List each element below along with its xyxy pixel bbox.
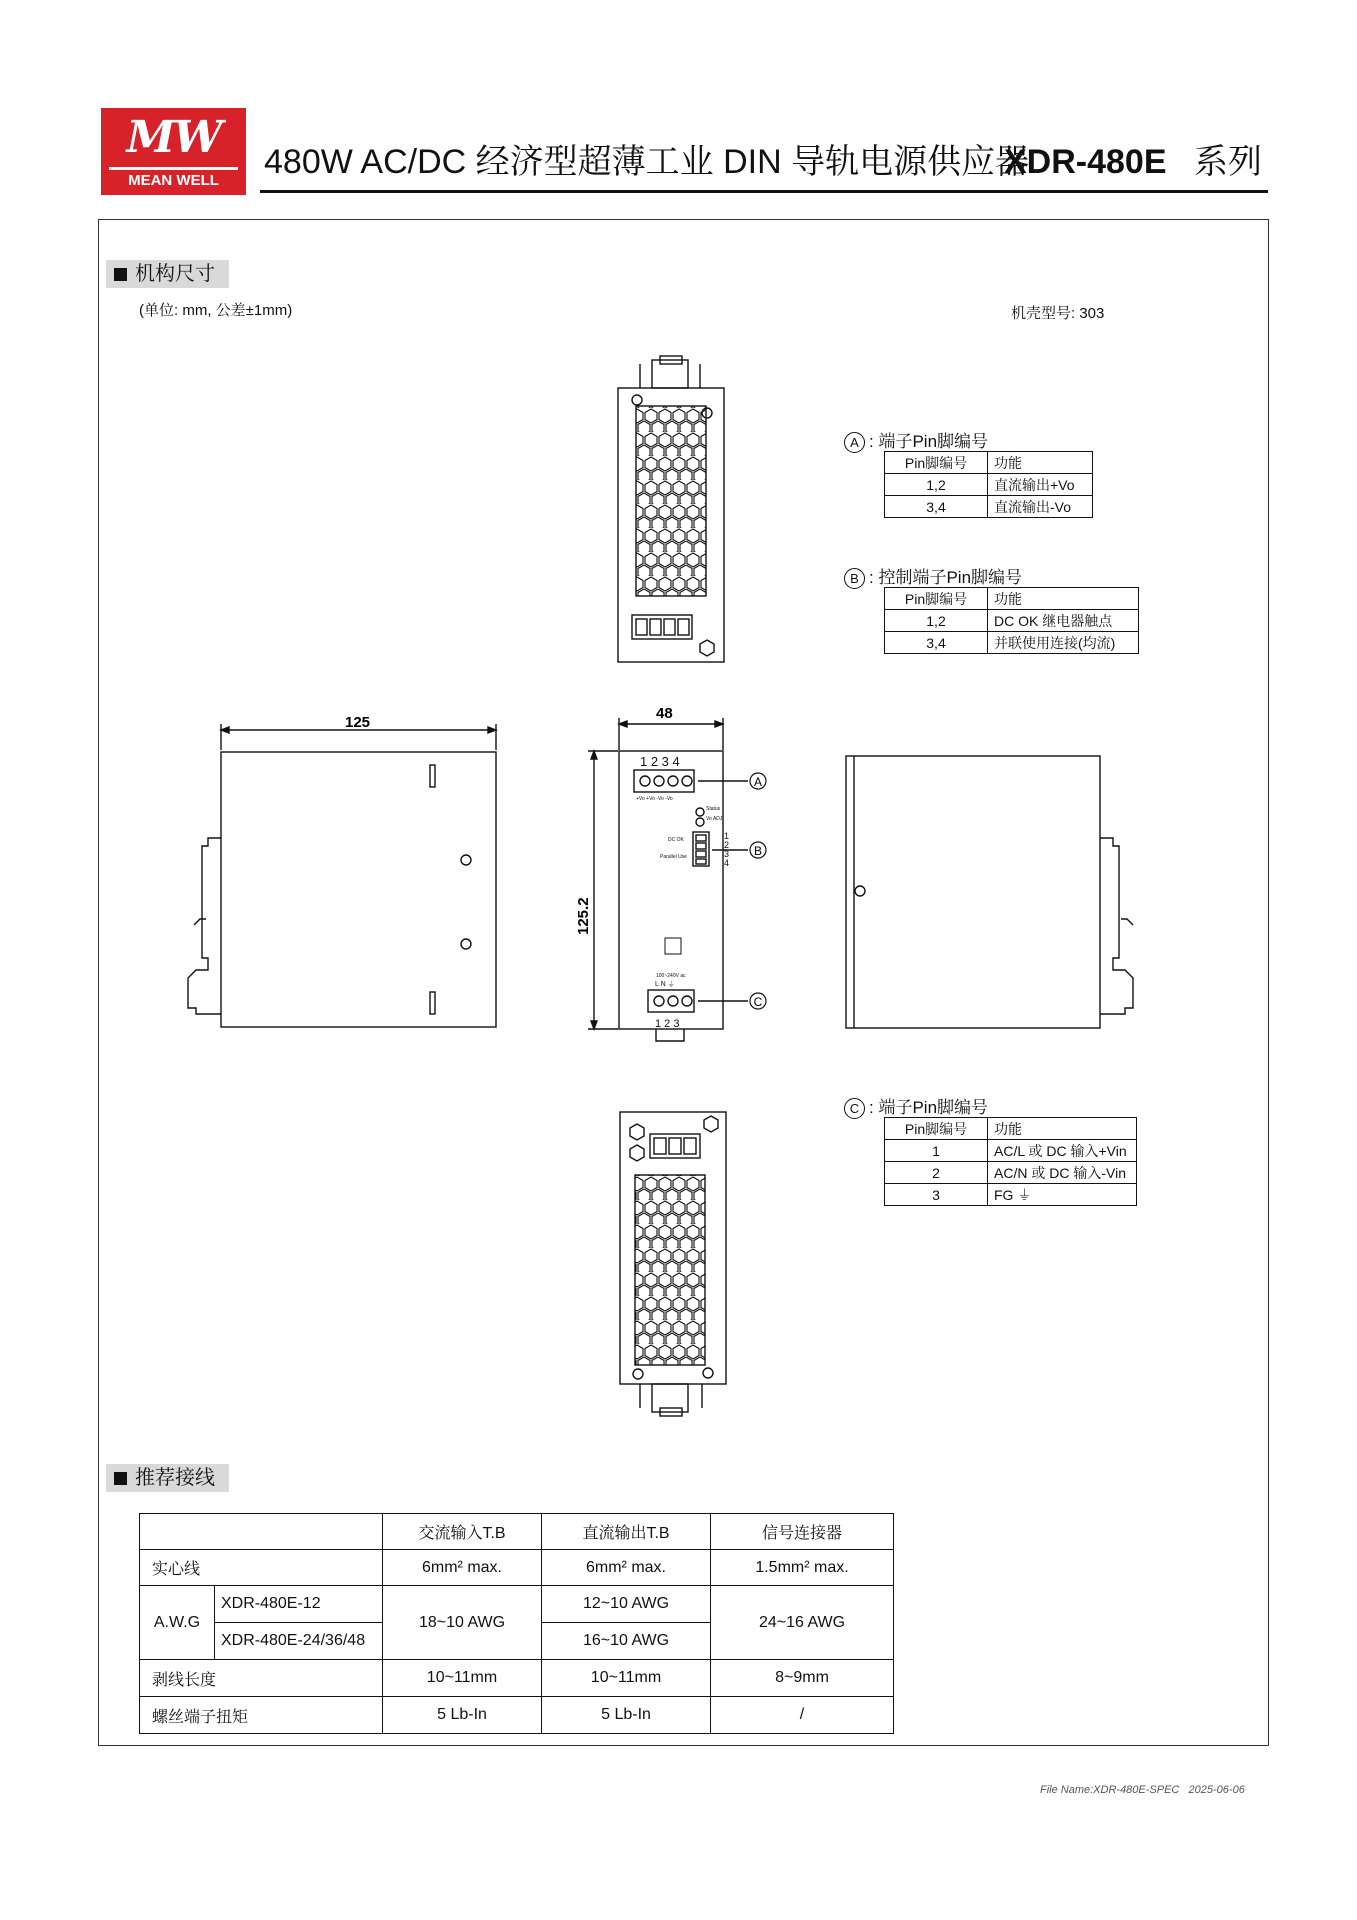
table-header-cell: 直流输出T.B	[542, 1514, 711, 1550]
case-number: 机壳型号: 303	[1011, 305, 1105, 322]
table-cell: 并联使用连接(均流)	[988, 632, 1139, 654]
bottom-view-drawing	[620, 1112, 726, 1416]
table-cell: 24~16 AWG	[711, 1586, 894, 1660]
table-cell: 12~10 AWG	[542, 1586, 711, 1623]
table-cell: 1.5mm² max.	[711, 1550, 894, 1586]
table-cell: DC OK 继电器触点	[988, 610, 1139, 632]
footer-file-info	[1040, 1784, 1245, 1796]
table-row	[885, 632, 1139, 654]
signal-pin-2: 2	[724, 840, 730, 850]
model-name: XDR-480E	[1004, 143, 1167, 181]
table-cell: 5 Lb-In	[542, 1697, 711, 1734]
table-cell: 6mm² max.	[542, 1550, 711, 1586]
table-row	[885, 588, 1139, 610]
table-cell: 1,2	[885, 610, 988, 632]
table-cell: 5 Lb-In	[383, 1697, 542, 1734]
table-cell: /	[711, 1697, 894, 1734]
table-cell: 18~10 AWG	[383, 1586, 542, 1660]
unit-note: (单位: mm, 公差±1mm)	[139, 302, 293, 319]
table-cell: 1,2	[885, 474, 988, 496]
table-header-cell: 功能	[988, 452, 1093, 474]
table-row	[885, 496, 1093, 518]
callout-b	[750, 842, 766, 858]
table-header-cell: 交流输入T.B	[383, 1514, 542, 1550]
table-a-label: A : 端子Pin脚编号	[844, 427, 988, 453]
table-c-label: C : 端子Pin脚编号	[844, 1093, 988, 1119]
table-row	[885, 1162, 1137, 1184]
footer-file-name: File Name:XDR-480E-SPEC	[1040, 1784, 1180, 1796]
table-row	[140, 1514, 894, 1550]
dimension-height: 125.2	[575, 897, 592, 935]
dc-ok-label: DC OK	[668, 837, 684, 843]
logo-mw-mark: MW	[126, 112, 221, 163]
table-header-cell: 功能	[988, 1118, 1137, 1140]
pin-table-a	[884, 451, 1093, 518]
dimension-width: 125	[345, 714, 371, 731]
input-voltage-label: 100~240V ac	[656, 973, 686, 979]
table-row	[885, 1184, 1137, 1206]
table-cell: 剥线长度	[140, 1660, 383, 1697]
footer-date: 2025-06-06	[1188, 1784, 1245, 1796]
callout-c	[750, 993, 766, 1009]
callout-b-marker: B	[844, 568, 865, 589]
table-cell: 3,4	[885, 632, 988, 654]
series-label: 系列	[1194, 143, 1262, 181]
wiring-table	[139, 1513, 894, 1734]
table-header-cell: 信号连接器	[711, 1514, 894, 1550]
table-row	[140, 1697, 894, 1734]
table-cell: 直流输出+Vo	[988, 474, 1093, 496]
table-cell: 6mm² max.	[383, 1550, 542, 1586]
top-terminal-numbers: 1 2 3 4	[640, 754, 680, 769]
table-cell: 10~11mm	[542, 1660, 711, 1697]
parallel-use-label: Parallel Use	[660, 854, 687, 860]
callout-a	[750, 773, 766, 789]
pin-table-b	[884, 587, 1139, 654]
top-view-drawing	[618, 356, 724, 662]
table-header-cell: Pin脚编号	[885, 452, 988, 474]
table-cell: 1	[885, 1140, 988, 1162]
table-row	[140, 1586, 894, 1623]
table-row	[885, 1140, 1137, 1162]
table-row	[885, 1118, 1137, 1140]
dimension-depth: 48	[656, 705, 673, 722]
signal-pin-1: 1	[724, 831, 730, 841]
callout-c-text: C	[753, 995, 763, 1009]
table-cell: 8~9mm	[711, 1660, 894, 1697]
table-row	[885, 474, 1093, 496]
section-heading-wiring: 推荐接线	[106, 1464, 229, 1492]
table-header-cell	[140, 1514, 383, 1550]
callout-b-text: B	[753, 844, 763, 858]
table-header-cell: Pin脚编号	[885, 1118, 988, 1140]
callout-a-marker: A	[844, 432, 865, 453]
table-row	[885, 452, 1093, 474]
table-cell: 直流输出-Vo	[988, 496, 1093, 518]
vo-adj-label: Vo ADJ.	[706, 816, 724, 822]
table-cell: 螺丝端子扭矩	[140, 1697, 383, 1734]
table-cell: 2	[885, 1162, 988, 1184]
pin-table-c	[884, 1117, 1137, 1206]
table-cell: XDR-480E-24/36/48	[215, 1623, 383, 1660]
table-cell: XDR-480E-12	[215, 1586, 383, 1623]
logo-text: MEAN WELL	[128, 172, 219, 189]
table-cell: 实心线	[140, 1550, 383, 1586]
table-header-cell: Pin脚编号	[885, 588, 988, 610]
callout-c-marker: C	[844, 1098, 865, 1119]
bottom-terminal-numbers: 1 2 3	[655, 1018, 680, 1030]
table-cell: 10~11mm	[383, 1660, 542, 1697]
side-view-right-drawing	[846, 756, 1133, 1028]
bullet-square-icon	[114, 1472, 127, 1485]
signal-pin-4: 4	[724, 858, 730, 868]
table-row	[885, 610, 1139, 632]
table-b-label: B : 控制端子Pin脚编号	[844, 563, 1022, 589]
section-heading-mechanical: 机构尺寸	[106, 260, 229, 288]
side-view-left-drawing	[188, 724, 496, 1027]
callout-a-text: A	[753, 775, 763, 789]
signal-pin-3: 3	[724, 849, 730, 859]
table-row	[140, 1660, 894, 1697]
input-pin-labels: L N ⏚	[655, 981, 675, 988]
table-cell: AC/L 或 DC 输入+Vin	[988, 1140, 1137, 1162]
table-cell: 3,4	[885, 496, 988, 518]
title-text: 480W AC/DC 经济型超薄工业 DIN 导轨电源供应器	[264, 143, 1030, 181]
vo-labels: +Vo +Vo -Vo -Vo	[636, 796, 673, 802]
status-label: Status	[706, 806, 721, 812]
table-header-cell: 功能	[988, 588, 1139, 610]
table-cell: AC/N 或 DC 输入-Vin	[988, 1162, 1137, 1184]
table-cell: 3	[885, 1184, 988, 1206]
table-cell: A.W.G	[140, 1586, 215, 1660]
table-row	[140, 1550, 894, 1586]
table-cell: FG ⏚	[988, 1184, 1137, 1206]
table-cell: 16~10 AWG	[542, 1623, 711, 1660]
